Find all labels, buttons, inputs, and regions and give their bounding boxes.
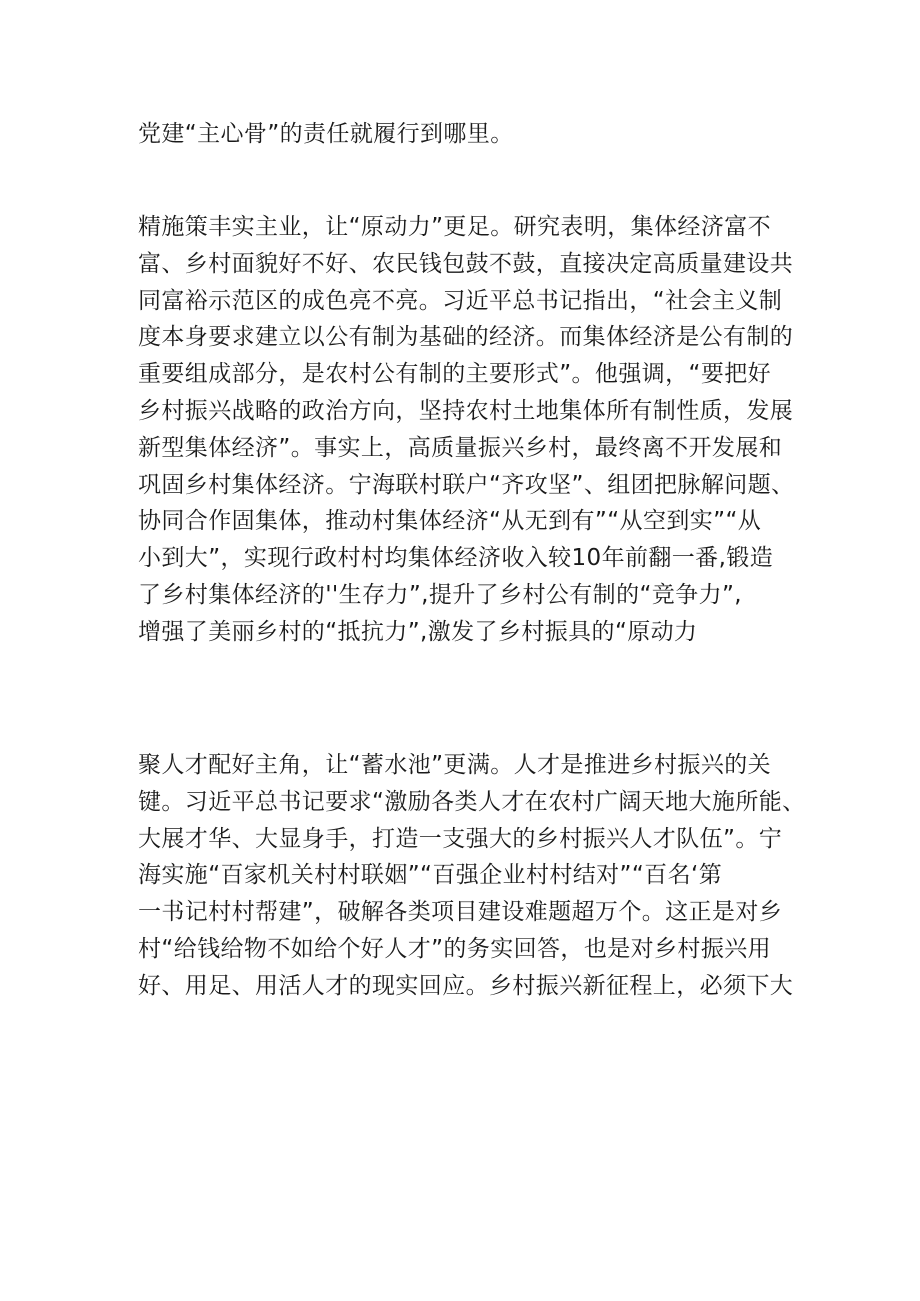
text-line: 新型集体经济”。事实上，高质量振兴乡村，最终离不开发展和 (138, 434, 783, 461)
paragraph-1 (138, 116, 793, 153)
text-line: 度本身要求建立以公有制为基础的经济。而集体经济是公有制的 (138, 324, 794, 351)
text-line: 协同合作固集体，推动村集体经济“从无到有”“从空到实”“从 (138, 508, 762, 535)
text-line: 海实施“百家机关村村联姻”“百强企业村村结对”“百名‘第 (138, 862, 723, 889)
text-line: 聚人才配好主角，让“蓄水池”更满。人才是推进乡村振兴的关 (138, 752, 772, 778)
text-line: 键。习近平总书记要求“激励各类人才在农村广阔天地大施所能、 (138, 788, 806, 815)
text-line: 好、用足、用活人才的现实回应。乡村振兴新征程上，必须下大 (138, 972, 794, 999)
text-line: 一书记村村帮建”，破解各类项目建设难题超万个。这正是对乡 (138, 899, 783, 926)
text-line: 小到大”，实现行政村村均集体经济收入较10年前翻一番,锻造 (138, 545, 774, 572)
paragraph-3 (138, 747, 806, 1005)
text-line: 同富裕示范区的成色亮不亮。习近平总书记指出，“社会主义制 (138, 287, 783, 314)
text-line: 富、乡村面貌好不好、农民钱包鼓不鼓，直接决定高质量建设共 (138, 250, 794, 277)
text-line: 村“给钱给物不如给个好人才”的务实回答，也是对乡村振兴用 (138, 935, 772, 962)
text-line: 巩固乡村集体经济。宁海联村联户“齐攻坚”、组团把脉解问题、 (138, 471, 795, 498)
text-line: 党建“主心骨”的责任就履行到哪里。 (138, 121, 514, 147)
text-line: 精施策丰实主业，让“原动力”更足。研究表明，集体经济富不 (138, 214, 772, 240)
text-line: 增强了美丽乡村的“抵抗力”,激发了乡村振具的“原动力 (138, 618, 698, 645)
text-line: 重要组成部分，是农村公有制的主要形式”。他强调，“要把好 (138, 361, 772, 388)
text-line: 了乡村集体经济的''生存力”,提升了乡村公有制的“竞争力”, (138, 581, 743, 608)
paragraph-2 (138, 209, 793, 651)
text-line: 大展才华、大显身手，打造一支强大的乡村振兴人才队伍”。宁 (138, 825, 783, 852)
text-line: 乡村振兴战略的政治方向，坚持农村土地集体所有制性质，发展 (138, 397, 794, 424)
